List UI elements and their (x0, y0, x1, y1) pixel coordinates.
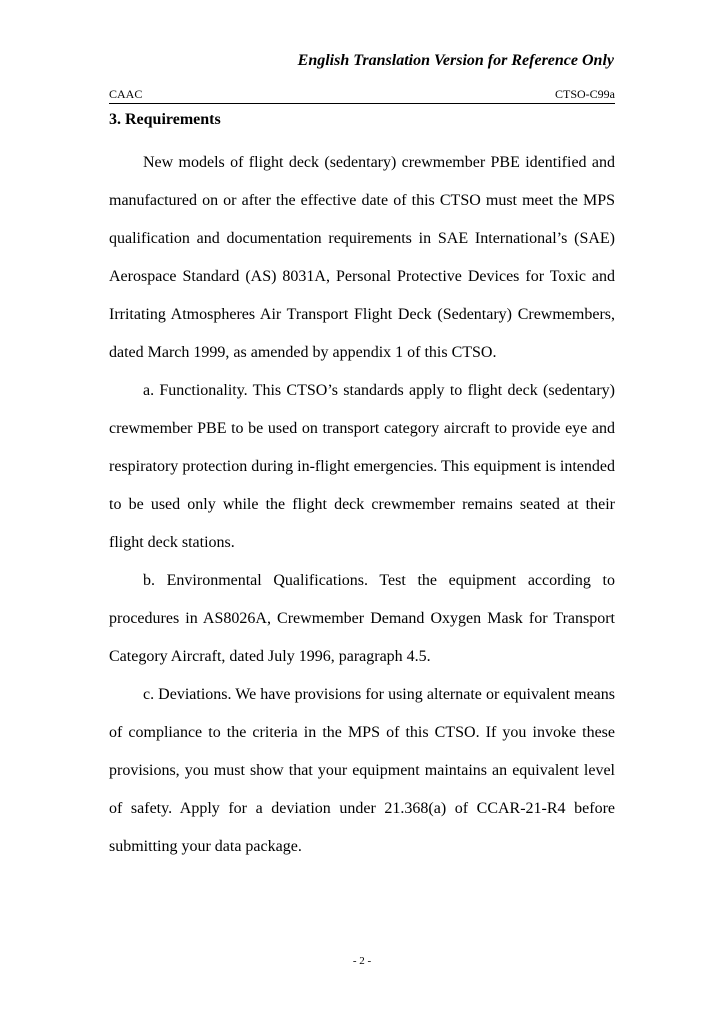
translation-note: English Translation Version for Reference Only (297, 52, 614, 69)
header-document-id: CTSO-C99a (555, 87, 615, 101)
paragraph-requirements-intro: New models of flight deck (sedentary) crewmember PBE identified and manufactured on or after the effective date of this CTSO must meet the MPS qualification and documentation requirements in SAE International’s (SAE) Aerospace Standard (AS) 8031A, Personal Protective Devices for Toxic and Irritating Atmospheres Air Transport Flight Deck (Sedentary) Crewmembers, dated March 1999, as amended by appendix 1 of this CTSO. (109, 154, 615, 361)
paragraph-deviations: c. Deviations. We have provisions for using alternate or equivalent means of compliance to the criteria in the MPS of this CTSO. If you invoke these provisions, you must show that your equipment maintains an equivalent level of safety. Apply for a deviation under 21.368(a) of CCAR-21-R4 before submitting your data package. (109, 686, 615, 855)
paragraph-environmental-qualifications: b. Environmental Qualifications. Test the equipment according to procedures in AS8026A, Crewmember Demand Oxygen Mask for Transport Category Aircraft, dated July 1996, paragraph 4.5. (109, 572, 615, 665)
paragraph-functionality: a. Functionality. This CTSO’s standards apply to flight deck (sedentary) crewmember PBE to be used on transport category aircraft to provide eye and respiratory protection during in-flight emergencies. This equipment is intended to be used only while the flight deck crewmember remains seated at their flight deck stations. (109, 382, 615, 551)
section-title: 3. Requirements (109, 111, 221, 128)
page-body (109, 110, 615, 866)
header-organization: CAAC (109, 87, 143, 101)
page-number: - 2 - (352, 955, 372, 967)
page-header (109, 85, 615, 104)
